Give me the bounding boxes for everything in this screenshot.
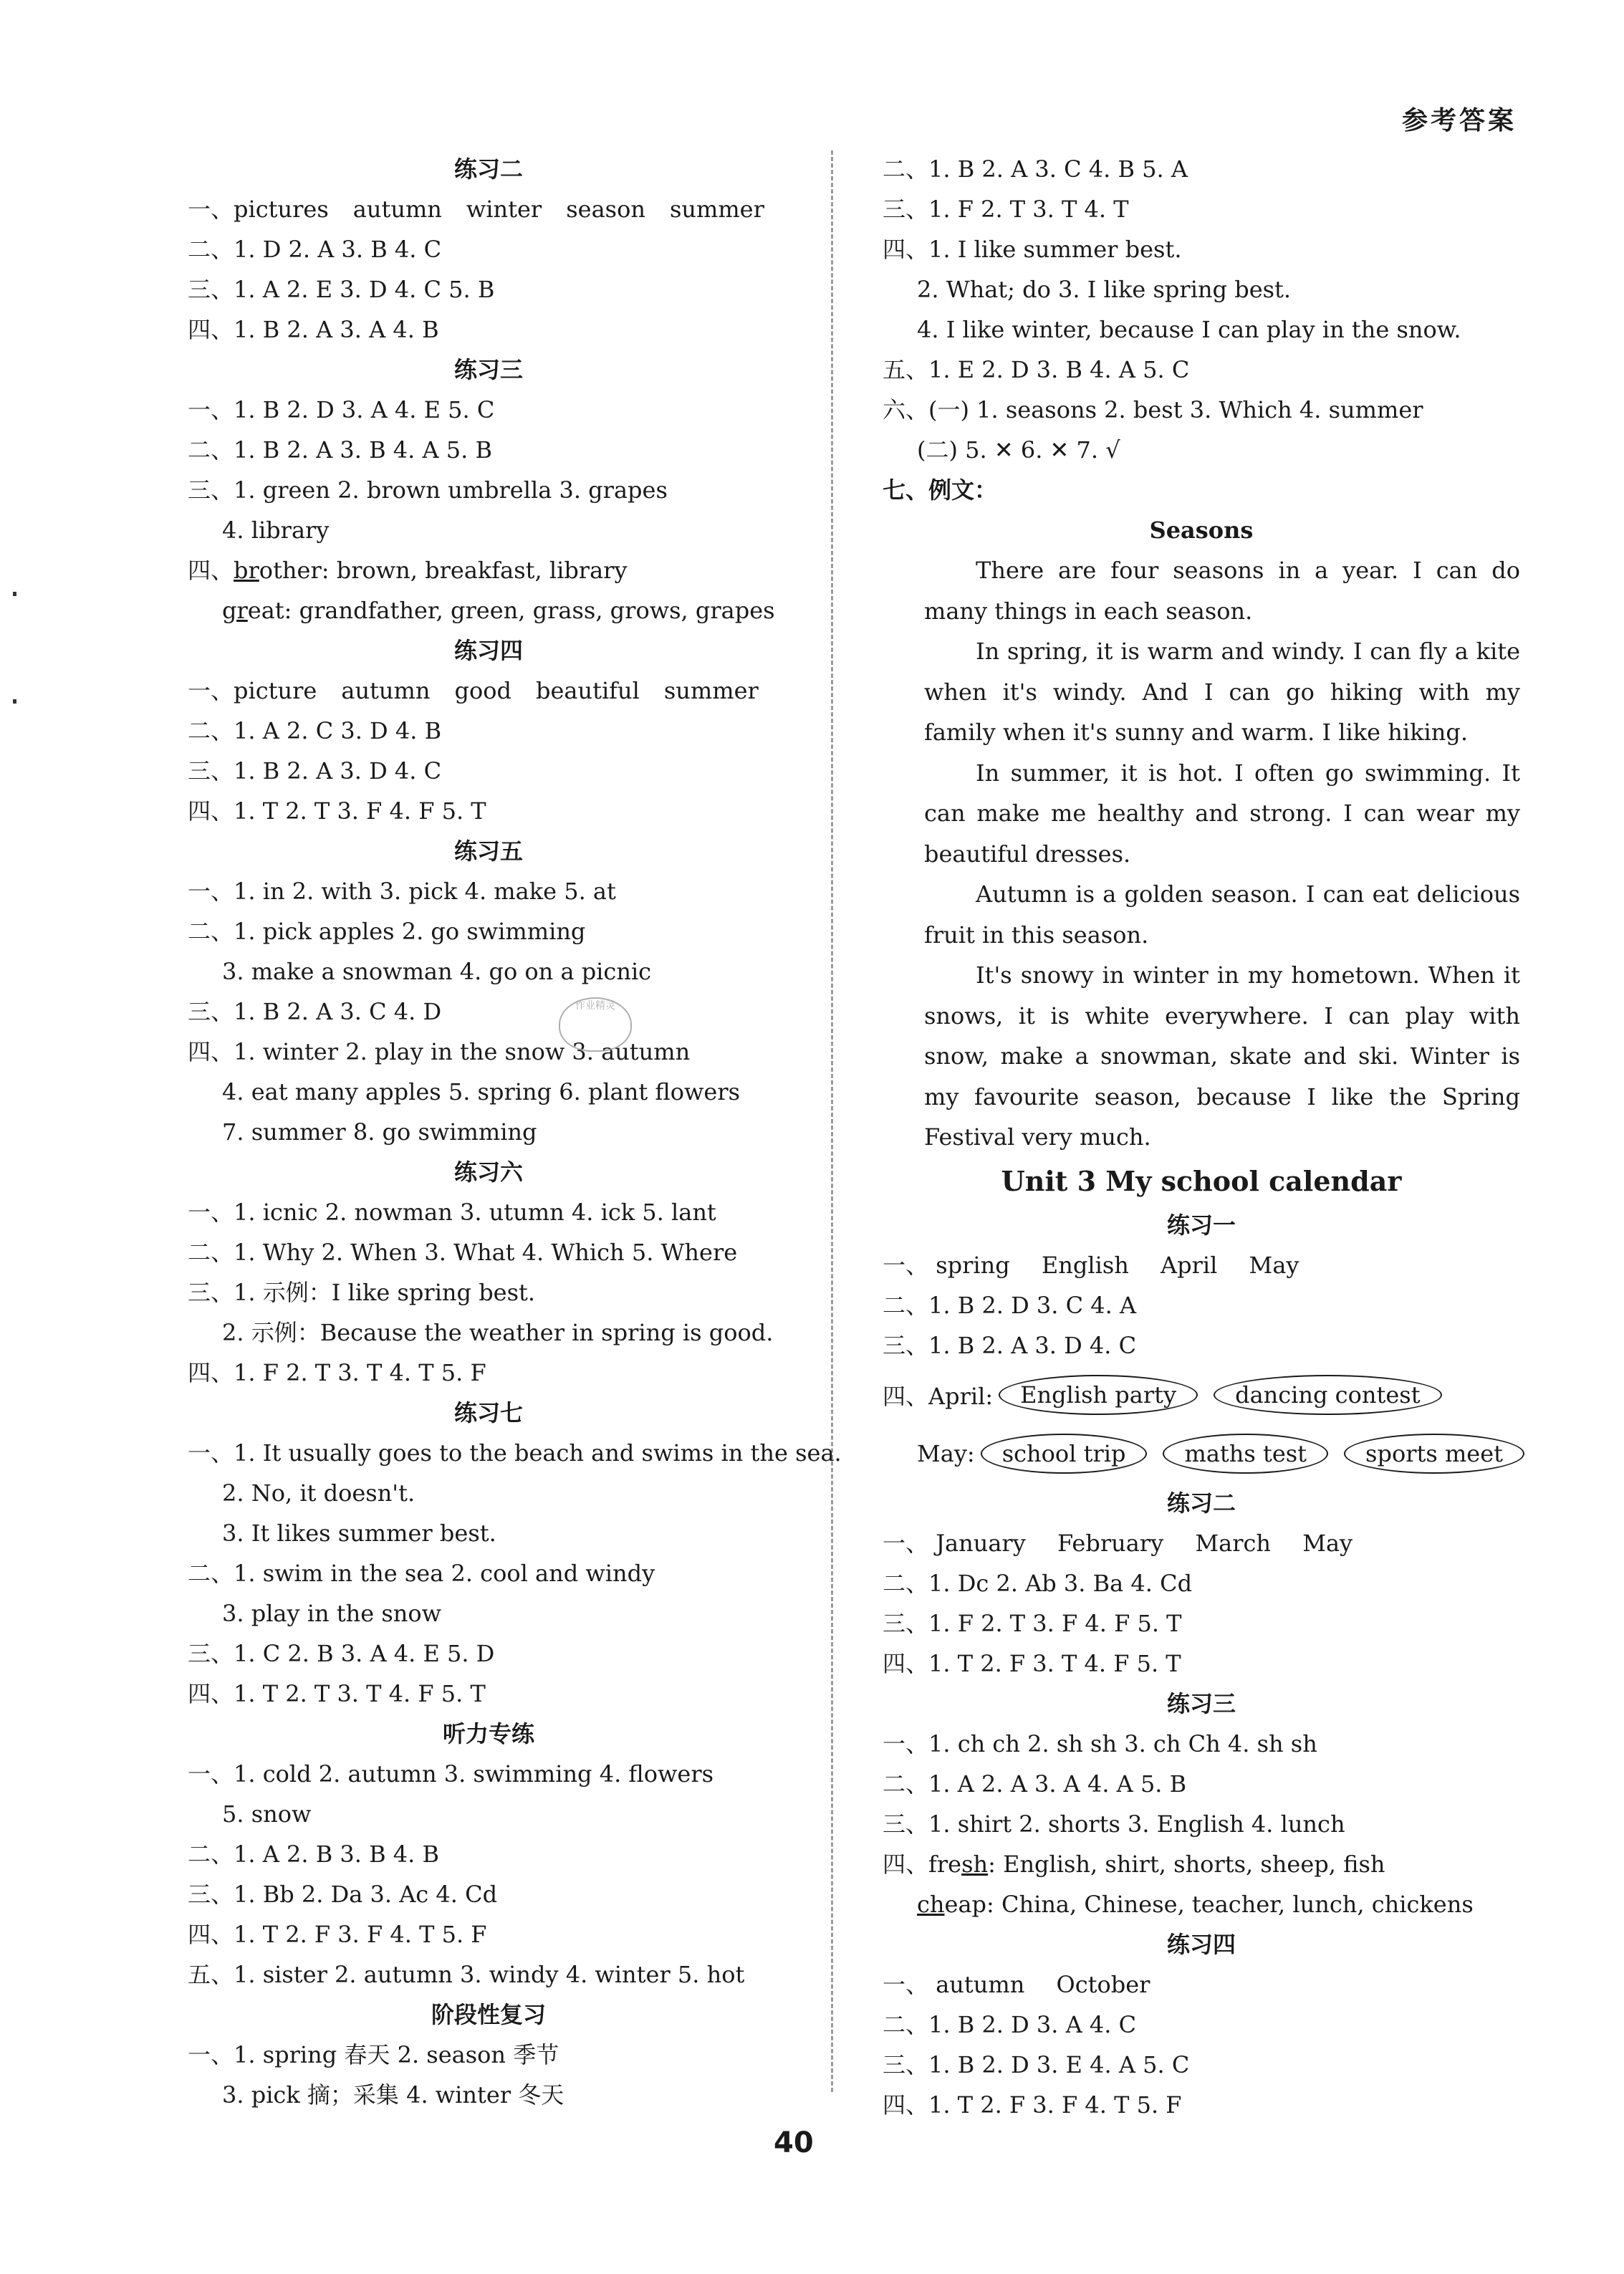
section-heading: 听力专练 — [442, 1720, 534, 1747]
answer-line: 六、(一) 1. seasons 2. best 3. Which 4. summer — [883, 396, 1423, 423]
answer-line: 四、1. T 2. F 3. T 4. F 5. T — [883, 1649, 1181, 1677]
answer-prefix: 一、 — [883, 1970, 929, 1998]
answer-word: summer — [663, 677, 759, 704]
answer-word: summer — [669, 196, 764, 223]
answer-line — [188, 590, 789, 630]
watermark-stamp: 作业精灵 — [559, 997, 632, 1052]
left-column — [188, 149, 842, 2115]
answer-line: 3. play in the snow — [222, 1600, 442, 1627]
event-oval-maths-test: maths test — [1163, 1434, 1328, 1474]
may-events-row — [883, 1424, 1520, 1483]
answer-word: April — [1161, 1251, 1218, 1279]
answer-line: 3. pick 摘；采集 4. winter 冬天 — [222, 2081, 564, 2109]
answer-line: (二) 5. ✕ 6. ✕ 7. √ — [917, 436, 1120, 464]
answer-word: October — [1056, 1970, 1150, 1998]
answer-line: 一、1. spring 春天 2. season 季节 — [188, 2041, 559, 2068]
april-events-row — [883, 1366, 1520, 1424]
scan-speck — [13, 699, 16, 704]
essay-paragraph-text: There are four seasons in a year. I can do many things in each season. — [924, 557, 1520, 625]
section-heading: 练习四 — [453, 637, 523, 664]
underlined-letters: gr — [222, 597, 248, 624]
answer-word: May — [1249, 1251, 1299, 1279]
answer-word: autumn — [341, 677, 431, 704]
answer-line: 3. It likes summer best. — [222, 1520, 496, 1547]
answer-text: other: brown, breakfast, library — [259, 557, 628, 584]
answer-line: 三、1. F 2. T 3. T 4. T — [883, 196, 1129, 223]
answer-line: 四、1. T 2. T 3. T 4. F 5. T — [188, 1680, 486, 1707]
answer-prefix: 一、 — [188, 677, 234, 704]
answer-word: autumn — [936, 1970, 1025, 1998]
answer-word: January — [936, 1529, 1026, 1557]
answer-line: 七、例文： — [883, 476, 998, 504]
answer-line: 三、1. B 2. A 3. C 4. D — [188, 998, 442, 1025]
answer-line: 4. library — [222, 517, 330, 544]
essay-paragraph — [883, 753, 1520, 875]
answer-line: 4. eat many apples 5. spring 6. plant flowers — [222, 1078, 741, 1105]
answer-line: 五、1. sister 2. autumn 3. windy 4. winter 5. hot — [188, 1961, 745, 1988]
answer-text: eap: China, Chinese, teacher, lunch, chickens — [944, 1890, 1474, 1918]
answer-line: 三、1. C 2. B 3. A 4. E 5. D — [188, 1640, 495, 1667]
answer-line: 二、1. swim in the sea 2. cool and windy — [188, 1560, 655, 1587]
answer-line: 一、1. in 2. with 3. pick 4. make 5. at — [188, 878, 616, 905]
essay-paragraph-text: In summer, it is hot. I often go swimming. It can make me healthy and strong. I can wear my beautiful dresses. — [924, 759, 1520, 868]
section-heading: 练习三 — [453, 356, 523, 383]
answer-line: 三、1. B 2. A 3. D 4. C — [883, 1331, 1137, 1359]
answer-prefix: 四、 — [188, 557, 234, 584]
answer-word: March — [1195, 1529, 1272, 1557]
answer-line: 二、1. A 2. C 3. D 4. B — [188, 717, 442, 744]
answer-text: : English, shirt, shorts, sheep, fish — [988, 1850, 1385, 1878]
answer-line: 二、1. Why 2. When 3. What 4. Which 5. Where — [188, 1239, 738, 1266]
answer-line: 一、1. B 2. D 3. A 4. E 5. C — [188, 396, 495, 423]
answer-line — [883, 1523, 1520, 1563]
answer-line: 三、1. Bb 2. Da 3. Ac 4. Cd — [188, 1881, 498, 1908]
right-column — [883, 149, 1520, 2125]
essay — [883, 510, 1520, 1158]
section-heading: 练习二 — [1166, 1489, 1236, 1517]
essay-paragraph — [883, 550, 1520, 631]
page-number: 40 — [774, 2126, 814, 2159]
answer-line: 一、1. It usually goes to the beach and swims in the sea. — [188, 1439, 842, 1467]
right-column-top-answers — [883, 149, 1520, 510]
answer-prefix: 四、fre — [883, 1850, 962, 1878]
essay-paragraph — [883, 955, 1520, 1158]
column-divider — [831, 150, 833, 2092]
answer-line: 一、1. icnic 2. nowman 3. utumn 4. ick 5. lant — [188, 1199, 716, 1226]
section-heading: 练习六 — [453, 1158, 523, 1186]
answer-word: May — [1302, 1529, 1353, 1557]
essay-paragraph-text: It's snowy in winter in my hometown. When it snows, it is white everywhere. I can play with snow, make a snowman, skate and ski. Winter is my favourite season, because I like the Spring Festival very much. — [924, 961, 1520, 1151]
essay-title: Seasons — [1149, 517, 1254, 544]
answer-line: 四、1. T 2. T 3. F 4. F 5. T — [188, 797, 486, 825]
answer-word: spring — [936, 1251, 1010, 1279]
answer-line: 四、1. T 2. F 3. F 4. T 5. F — [188, 1921, 487, 1948]
answer-line: 二、1. B 2. A 3. B 4. A 5. B — [188, 436, 492, 464]
underlined-letters: br — [234, 557, 259, 584]
answer-line: 一、1. cold 2. autumn 3. swimming 4. flowers — [188, 1760, 714, 1788]
answer-line: 二、1. B 2. D 3. C 4. A — [883, 1291, 1137, 1319]
answer-line: 四、1. T 2. F 3. F 4. T 5. F — [883, 2091, 1182, 2119]
answer-prefix: 一、 — [883, 1529, 929, 1557]
answer-line: 四、1. I like summer best. — [883, 236, 1182, 263]
answer-line: 三、1. shirt 2. shorts 3. English 4. lunch — [883, 1810, 1345, 1838]
essay-body — [883, 550, 1520, 1158]
answer-word: February — [1057, 1529, 1164, 1557]
answer-line — [883, 1245, 1520, 1285]
answer-line: 7. summer 8. go swimming — [222, 1118, 537, 1146]
section-heading: 阶段性复习 — [431, 2001, 546, 2028]
answer-line: 三、1. B 2. D 3. E 4. A 5. C — [883, 2050, 1190, 2078]
event-oval-sports-meet: sports meet — [1344, 1434, 1524, 1474]
section-heading: 练习五 — [453, 838, 523, 865]
answer-line: 二、1. Dc 2. Ab 3. Ba 4. Cd — [883, 1569, 1193, 1597]
answer-line: 四、1. B 2. A 3. A 4. B — [188, 316, 439, 343]
answer-word: English — [1041, 1251, 1129, 1279]
answer-line: 二、1. D 2. A 3. B 4. C — [188, 236, 442, 263]
answer-line — [883, 1844, 1520, 1884]
answer-line: 四、1. winter 2. play in the snow 3. autumn — [188, 1038, 691, 1065]
answer-word: pictures — [234, 196, 329, 223]
answer-line: 三、1. green 2. brown umbrella 3. grapes — [188, 476, 668, 504]
answer-line: 5. snow — [222, 1800, 312, 1828]
essay-paragraph — [883, 631, 1520, 753]
answer-line: 二、1. A 2. A 3. A 4. A 5. B — [883, 1770, 1187, 1798]
answer-word: season — [566, 196, 645, 223]
answer-line — [188, 550, 789, 590]
essay-paragraph-text: In spring, it is warm and windy. I can fly a kite when it's windy. And I can go hiking with my family when it's sunny and warm. I like hiking. — [924, 638, 1520, 746]
answer-line: 三、1. F 2. T 3. F 4. F 5. T — [883, 1609, 1182, 1637]
event-oval-dancing-contest: dancing contest — [1214, 1375, 1441, 1415]
section-heading: 练习七 — [453, 1399, 523, 1426]
answer-line — [188, 671, 789, 711]
answer-line — [883, 1884, 1520, 1924]
essay-paragraph-text: Autumn is a golden season. I can eat delicious fruit in this season. — [924, 881, 1520, 949]
page-header-title: 参考答案 — [1401, 105, 1517, 135]
answer-word: winter — [466, 196, 542, 223]
event-oval-school-trip: school trip — [981, 1434, 1148, 1474]
answer-text: eat: grandfather, green, grass, grows, grapes — [247, 597, 775, 624]
answer-line — [188, 189, 789, 229]
answer-line: 4. I like winter, because I can play in the snow. — [917, 316, 1461, 343]
answer-line: 2. 示例：Because the weather in spring is good. — [222, 1319, 774, 1346]
answer-line — [883, 1964, 1520, 2005]
answer-line: 三、1. B 2. A 3. D 4. C — [188, 757, 442, 785]
answer-line: 3. make a snowman 4. go on a picnic — [222, 958, 652, 985]
answer-line: 三、1. 示例：I like spring best. — [188, 1279, 536, 1306]
answer-line: 二、1. B 2. D 3. A 4. C — [883, 2010, 1137, 2038]
section-heading: 练习四 — [1166, 1930, 1236, 1958]
section-heading: 练习三 — [1166, 1689, 1236, 1717]
section-heading: 练习一 — [1166, 1211, 1236, 1239]
section-heading: 练习二 — [453, 155, 523, 183]
answer-line: 三、1. A 2. E 3. D 4. C 5. B — [188, 276, 495, 303]
answer-word: good — [454, 677, 511, 704]
answer-line: 五、1. E 2. D 3. B 4. A 5. C — [883, 356, 1190, 383]
april-label: 四、April: — [883, 1382, 994, 1410]
answer-word: beautiful — [535, 677, 640, 704]
answer-line: 二、1. B 2. A 3. C 4. B 5. A — [883, 155, 1188, 183]
scan-speck — [13, 592, 16, 596]
answer-line: 2. What; do 3. I like spring best. — [917, 276, 1292, 303]
underlined-letters: sh — [961, 1850, 989, 1878]
essay-paragraph — [883, 874, 1520, 955]
answer-line: 二、1. A 2. B 3. B 4. B — [188, 1841, 439, 1868]
answer-line: 2. No, it doesn't. — [222, 1479, 415, 1507]
event-oval-english-party: English party — [999, 1375, 1198, 1415]
answer-line: 一、1. ch ch 2. sh sh 3. ch Ch 4. sh sh — [883, 1730, 1317, 1757]
unit-title: Unit 3 My school calendar — [1001, 1164, 1402, 1197]
answer-line: 二、1. pick apples 2. go swimming — [188, 918, 586, 945]
underlined-letters: ch — [917, 1890, 945, 1918]
answer-prefix: 一、 — [188, 196, 234, 223]
answer-word: autumn — [352, 196, 442, 223]
answer-prefix: 一、 — [883, 1251, 929, 1279]
answer-word: picture — [234, 677, 317, 704]
may-label: May: — [917, 1439, 975, 1467]
answer-line: 四、1. F 2. T 3. T 4. T 5. F — [188, 1359, 486, 1386]
